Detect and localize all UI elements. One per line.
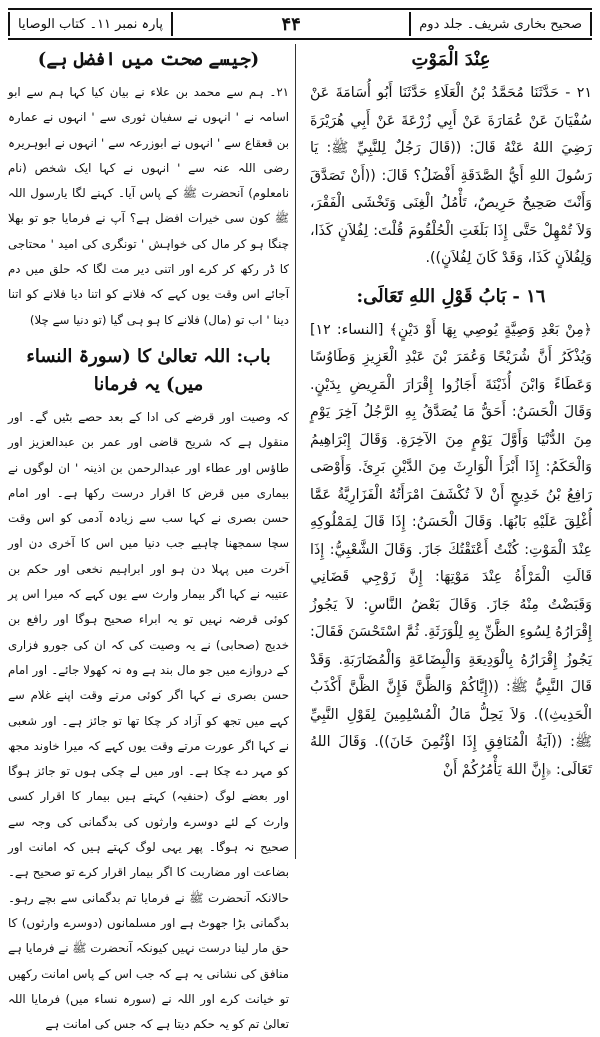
spacer <box>8 333 289 341</box>
urdu-paragraph-2: کہ وصیت اور قرضے کی ادا کے بعد حصے بٹیں گے۔ اور منقول ہے کہ شریح قاضی اور عمر بن عبدالعزیز اور طاؤس اور عطاء اور عبدالرحمن بن اذینہ ' ان لوگوں نے بیماری میں قرض کا اقرار درست رکھا ہے۔ اور امام حسن بصری نے کہا سب سے زیادہ آدمی کو اس وقت سچا سمجھنا چاہیے جب دنیا میں اس کا آخری دن اور آخرت میں پہلا دن ہو اور ابراہیم نخعی اور حکم بن عتیبہ نے کہا اگر بیمار وارث سے یوں کہے کہ میرا اس پر کوئی قرضہ نہیں تو یہ ابراء صحیح ہوگا اور رافع بن خدیج (صحابی) نے یہ وصیت کی کہ ان کی جورو فزاری کے دروازے میں جو مال بند ہے وہ نہ کھولا جائے۔ اور امام حسن بصری نے کہا اگر کوئی مرتے وقت اپنے غلام سے کہے میں تجھ کو آزاد کر چکا تھا تو جائز ہے۔ اور شعبی نے کہا اگر عورت مرتے وقت یوں کہے کہ میرا خاوند مجھ کو مہر دے چکا ہے۔ اور میں لے چکی ہوں تو جائز ہوگا اور بعضے لوگ (حنفیہ) کہتے ہیں بیمار کا اقرار کسی وارث کے لئے دوسرے وارثوں کی بدگمانی کی وجہ سے صحیح نہ ہوگا۔ پھر یہی لوگ کہتے ہیں کہ امانت اور بضاعت اور مضاربت کا اگر بیمار اقرار کرے تو صحیح ہے۔ حالانکہ آنحضرت ﷺ نے فرمایا تم بدگمانی سے بچے رہو۔ بدگمانی بڑا جھوٹ ہے اور مسلمانوں (دوسرے وارثوں) کا حق مار لینا درست نہیں کیونکہ آنحضرت ﷺ نے فرمایا ہے منافق کی نشانی یہ ہے کہ جب اس کے پاس امانت رکھیں تو خیانت کرے اور اللہ نے (سورہ نساء میں) فرمایا اللہ تعالیٰ تم کو یہ حکم دیتا ہے کہ جس کی امانت ہے <box>8 409 289 1032</box>
urdu-heading-1: (جیسے صحت میں افضل ہے) <box>37 49 260 70</box>
urdu-column <box>8 44 296 1032</box>
spacer <box>310 273 592 281</box>
arabic-heading-1: عِنْدَ الْمَوْتِ <box>411 49 491 70</box>
arabic-paragraph-2: ﴿مِنْ بَعْدِ وَصِيَّةٍ يُوصِي بِهَا أَوْ دَيْنٍ﴾ [النساء: ١٢] وَيُذْكَرُ أَنَّ شُرَيْحًا وَعُمَرَ بْنَ عَبْدِ الْعَزِيزِ وَطَاوُسًا وَعَطَاءً وَابْنَ أُذَيْنَةَ أَجَازُوا إِقْرَارَ الْمَرِيضِ بِدَيْنٍ. وَقَالَ الْحَسَنُ: أَحَقُّ مَا يُصَدَّقُ بِهِ الرَّجُلُ آخِرَ يَوْمٍ مِنَ الدُّنْيَا وَأَوَّلَ يَوْمٍ مِنَ الآخِرَةِ. وَقَالَ إِبْرَاهِيمُ وَالْحَكَمُ: إِذَا أَبْرَأَ الْوَارِثَ مِنَ الدَّيْنِ بَرِئَ. وَأَوْصَى رَافِعُ بْنُ خَدِيجٍ أَنْ لاَ تُكْشَفَ امْرَأَتُهُ الْفَزَارِيَّةُ عَمَّا أُغْلِقَ عَلَيْهِ بَابُهَا. وَقَالَ الْحَسَنُ: إِذَا قَالَ لِمَمْلُوكِهِ عِنْدَ الْمَوْتِ: كُنْتُ أَعْتَقْتُكَ جَازَ. وَقَالَ الشَّعْبِيُّ: إِذَا قَالَتِ الْمَرْأَةُ عِنْدَ مَوْتِهَا: إِنَّ زَوْجِي قَضَانِي وَقَبَضْتُ مِنْهُ جَازَ. وَقَالَ بَعْضُ النَّاسِ: لاَ يَجُوزُ إِقْرَارُهُ لِسُوءِ الظَّنِّ بِهِ لِلْوَرَثَةِ. ثُمَّ اسْتَحْسَنَ فَقَالَ: يَجُوزُ إِقْرَارُهُ بِالْوَدِيعَةِ وَالْبِضَاعَةِ وَالْمُضَارَبَةِ. وَقَدْ قَالَ النَّبِيُّ ﷺ: ((إِيَّاكُمْ وَالظَّنَّ فَإِنَّ الظَّنَّ أَكْذَبُ الْحَدِيثِ)). وَلاَ يَحِلُّ مَالُ الْمُسْلِمِينَ لِقَوْلِ النَّبِيِّ ﷺ: ((آيَةُ الْمُنَافِقِ إِذَا اؤْتُمِنَ خَانَ)). وَقَالَ اللهُ تَعَالَى: ﴿إِنَّ اللهَ يَأْمُرُكُمْ أَنْ <box>310 321 592 778</box>
page-header <box>8 8 592 40</box>
arabic-heading-2: ١٦ - بَابُ قَوْلِ اللهِ تَعَالَى: <box>356 285 546 307</box>
arabic-paragraph-1: ٢١ - حَدَّثَنَا مُحَمَّدُ بْنُ الْعَلَاءِ حَدَّثَنَا أَبُو أُسَامَةَ عَنْ سُفْيَانَ عَنْ عُمَارَةَ عَنْ أَبِي زُرْعَةَ عَنْ أَبِي هُرَيْرَةَ رَضِيَ اللهُ عَنْهُ قَالَ: ((قَالَ رَجُلٌ لِلنَّبِيِّ ﷺ: يَا رَسُولَ اللهِ أَيُّ الصَّدَقَةِ أَفْضَلُ؟ قَالَ: ((أَنْ تَصَدَّقَ وَأَنْتَ صَحِيحٌ حَرِيصٌ، تَأْمُلُ الْغِنَى وَتَخْشَى الْفَقْرَ، وَلاَ تُمْهِلْ حَتَّى إِذَا بَلَغَتِ الْحُلْقُومَ قُلْتَ: لِفُلاَنٍ كَذَا، وَلِفُلاَنٍ كَذَا، وَقَدْ كَانَ لِفُلاَنٍ)). <box>310 85 592 266</box>
two-column-body <box>8 44 592 1032</box>
urdu-paragraph-1: ٢١۔ ہم سے محمد بن علاء نے بیان کیا کہا ہم سے ابو اسامہ نے ' انہوں نے سفیان ثوری سے ' انہوں نے عمارہ بن قعقاع سے ' انہوں نے ابوزرعہ سے ' انہوں نے ابوہریرہ رضی اللہ عنہ سے ' انہوں نے کہا ایک شخص (نام نامعلوم) آنحضرت ﷺ کے پاس آیا۔ کہنے لگا یارسول اللہ ﷺ کون سی خیرات افضل ہے؟ آپ نے فرمایا جو تو بھلا چنگا ہو کر مال کی خواہش ' تونگری کی امید ' محتاجی کا ڈر رکھ کر کرے اور اتنی دیر مت لگا کہ حلق میں دم آجائے اس وقت یوں کہے کہ فلانے کو اتنا دیا فلانے کو اتنا دینا ' اب تو (مال) فلانے کا ہو ہی گیا (تو دنیا سے چلا) <box>8 85 289 327</box>
page-number: ۴۴ <box>281 13 301 35</box>
book-title: صحیح بخاری شریف۔ جلد دوم <box>409 12 592 36</box>
arabic-column <box>304 44 592 859</box>
urdu-heading-2: باب: اللہ تعالیٰ کا (سورۃ النساء میں) یہ فرمانا <box>26 345 271 395</box>
page <box>8 8 592 1032</box>
section-title: پارہ نمبر ۱۱۔ کتاب الوصایا <box>8 12 173 36</box>
